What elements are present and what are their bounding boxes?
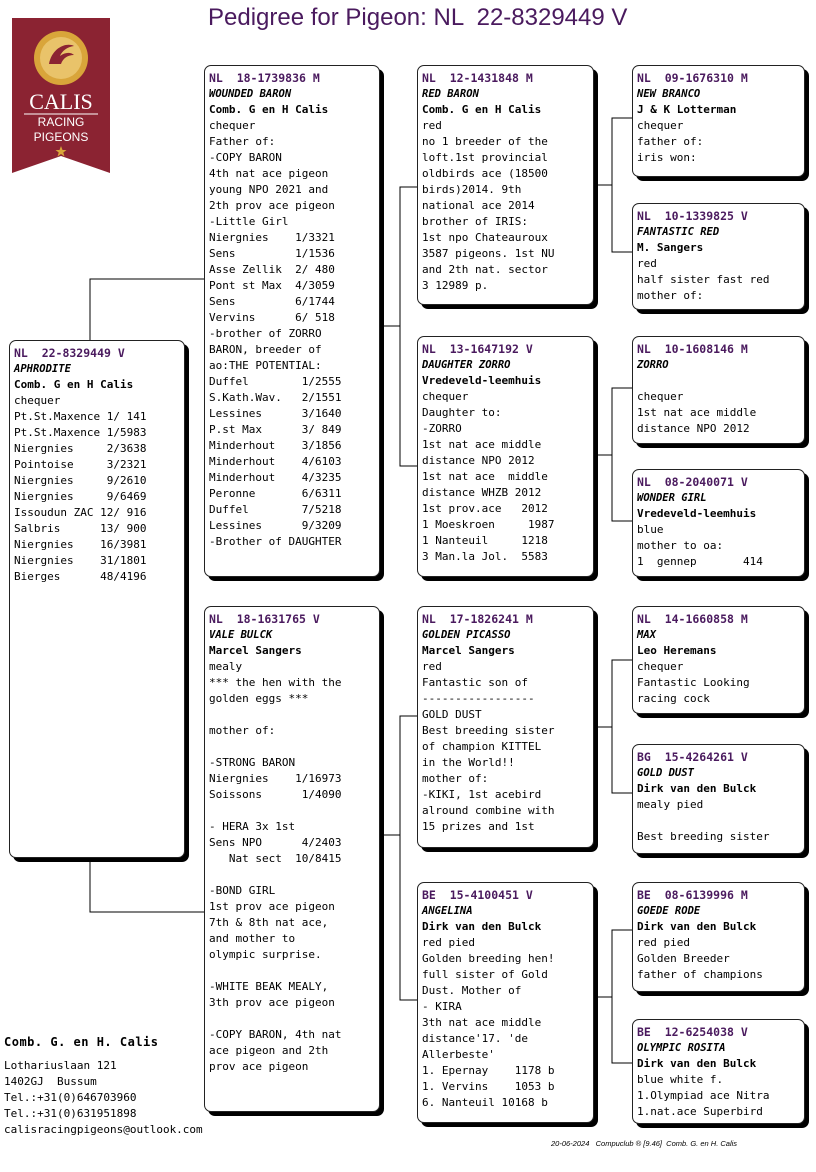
pigeon-details <box>637 522 804 570</box>
owner-name: Comb. G. en H. Calis <box>4 1035 159 1049</box>
detail-line: blue white f. <box>637 1073 724 1086</box>
detail-line: young NPO 2021 and <box>209 183 329 196</box>
detail-line: Best breeding sister <box>637 830 770 843</box>
detail-line: Niergnies 1/3321 <box>209 231 335 244</box>
owner-contact-line: Tel.:+31(0)631951898 <box>4 1107 137 1120</box>
detail-line: 1 Moeskroen 1987 <box>422 518 555 531</box>
detail-line: Allerbeste' <box>422 1048 495 1061</box>
detail-line: ao:THE POTENTIAL: <box>209 359 322 372</box>
owner-address-block <box>4 1034 203 1138</box>
pigeon-name: GOLDEN PICASSO <box>422 629 511 641</box>
detail-line: Salbris 13/ 900 <box>14 522 147 535</box>
breeder-name: Dirk van den Bulck <box>637 782 757 795</box>
detail-line: -BOND GIRL <box>209 884 276 897</box>
detail-line: Pont st Max 4/3059 <box>209 279 335 292</box>
pigeon-name: GOLD DUST <box>637 767 694 779</box>
detail-line: and mother to <box>209 932 296 945</box>
detail-line: mother to oa: <box>637 539 724 552</box>
detail-line: alround combine with <box>422 804 555 817</box>
pigeon-details <box>637 659 804 707</box>
detail-line: 4th nat ace pigeon <box>209 167 329 180</box>
detail-line: -COPY BARON, 4th nat <box>209 1028 342 1041</box>
detail-line: 1st prov ace pigeon <box>209 900 335 913</box>
breeder-name: Marcel Sangers <box>209 644 302 657</box>
detail-line: full sister of Gold <box>422 968 548 981</box>
detail-line: Issoudun ZAC 12/ 916 <box>14 506 147 519</box>
detail-line: mother of: <box>209 724 276 737</box>
breeder-name: Vredeveld-leemhuis <box>422 374 542 387</box>
detail-line: distance WHZB 2012 <box>422 486 542 499</box>
detail-line: ----------------- <box>422 692 535 705</box>
breeder-name: Dirk van den Bulck <box>637 1057 757 1070</box>
detail-line: red <box>422 660 442 673</box>
detail-line: -STRONG BARON <box>209 756 296 769</box>
pigeon-card-dam[interactable] <box>204 606 380 1112</box>
detail-line: -WHITE BEAK MEALY, <box>209 980 329 993</box>
detail-line: half sister fast red <box>637 273 770 286</box>
breeder-name: M. Sangers <box>637 241 704 254</box>
detail-line: chequer <box>422 390 469 403</box>
detail-line: father of: <box>637 135 704 148</box>
detail-line: olympic surprise. <box>209 948 322 961</box>
detail-line: no 1 breeder of the <box>422 135 548 148</box>
logo-pigeons-text: PIGEONS <box>33 130 89 144</box>
detail-line: 3th prov ace pigeon <box>209 996 335 1009</box>
detail-line: Pt.St.Maxence 1/ 141 <box>14 410 147 423</box>
ring-number: NL 09-1676310 M <box>637 71 748 85</box>
detail-line: golden eggs *** <box>209 692 309 705</box>
detail-line: Sens 1/1536 <box>209 247 335 260</box>
breeder-name: J & K Lotterman <box>637 103 737 116</box>
detail-line: Minderhout 4/3235 <box>209 471 342 484</box>
pigeon-card-ssd[interactable] <box>632 203 805 310</box>
breeder-name: Marcel Sangers <box>422 644 515 657</box>
ring-number: NL 14-1660858 M <box>637 612 748 626</box>
logo-brand-text: CALIS <box>29 89 93 114</box>
ring-number: NL 10-1608146 M <box>637 342 748 356</box>
ring-number: NL 17-1826241 M <box>422 612 533 626</box>
detail-line: 1st nat ace middle <box>637 406 757 419</box>
detail-line: 3 Man.la Jol. 5583 <box>422 550 548 563</box>
detail-line: 1st nat ace middle <box>422 470 548 483</box>
detail-line: Duffel 1/2555 <box>209 375 342 388</box>
detail-line: chequer <box>637 660 684 673</box>
detail-line: distance NPO 2012 <box>422 454 535 467</box>
pigeon-card-dsd[interactable] <box>632 744 805 854</box>
detail-line: Minderhout 3/1856 <box>209 439 342 452</box>
detail-line: red pied <box>637 936 690 949</box>
detail-line: loft.1st provincial <box>422 151 548 164</box>
detail-line: in the World!! <box>422 756 515 769</box>
detail-line: -KIKI, 1st acebird <box>422 788 542 801</box>
detail-line: 15 prizes and 1st <box>422 820 535 833</box>
detail-line: Asse Zellik 2/ 480 <box>209 263 335 276</box>
pigeon-card-subject[interactable] <box>9 340 185 858</box>
pigeon-card-sss[interactable] <box>632 65 805 177</box>
pigeon-details <box>209 659 379 1075</box>
detail-line: Sens NPO 4/2403 <box>209 836 342 849</box>
detail-line: Pt.St.Maxence 1/5983 <box>14 426 147 439</box>
logo-racing-text: RACING <box>37 115 85 129</box>
pigeon-card-sds[interactable] <box>632 336 805 444</box>
detail-line: 1.Olympiad ace Nitra <box>637 1089 770 1102</box>
ring-number: NL 08-2040071 V <box>637 475 748 489</box>
ring-number: BE 08-6139996 M <box>637 888 748 902</box>
detail-line: oldbirds ace (18500 <box>422 167 548 180</box>
detail-line: GOLD DUST <box>422 708 482 721</box>
detail-line: - HERA 3x 1st <box>209 820 296 833</box>
detail-line <box>209 803 379 819</box>
detail-line: mealy pied <box>637 798 704 811</box>
detail-line: blue <box>637 523 664 536</box>
detail-line: ace pigeon and 2th <box>209 1044 329 1057</box>
breeder-name: Dirk van den Bulck <box>637 920 757 933</box>
detail-line: 1. Epernay 1178 b <box>422 1064 555 1077</box>
pigeon-card-dds[interactable] <box>632 882 805 992</box>
detail-line: -brother of ZORRO <box>209 327 322 340</box>
detail-line: -Little Girl <box>209 215 289 228</box>
ring-number: NL 22-8329449 V <box>14 346 125 360</box>
owner-spacer <box>4 1050 203 1058</box>
detail-line: Fantastic Looking <box>637 676 750 689</box>
pigeon-card-dss[interactable] <box>632 606 805 714</box>
owner-email[interactable]: calisracingpigeons@outlook.com <box>4 1123 203 1136</box>
pigeon-details <box>637 935 804 983</box>
detail-line: iris won: <box>637 151 697 164</box>
owner-contact-lines <box>4 1058 203 1138</box>
breeder-name: Dirk van den Bulck <box>422 920 542 933</box>
detail-line: 1 Nanteuil 1218 <box>422 534 548 547</box>
detail-line: prov ace pigeon <box>209 1060 309 1073</box>
detail-line: Duffel 7/5218 <box>209 503 342 516</box>
detail-line: -ZORRO <box>422 422 462 435</box>
detail-line: red <box>422 119 442 132</box>
pigeon-name: NEW BRANCO <box>637 88 701 100</box>
pigeon-name: APHRODITE <box>14 363 71 375</box>
detail-line: Niergnies 31/1801 <box>14 554 147 567</box>
detail-line <box>209 707 379 723</box>
ring-number: NL 18-1739836 M <box>209 71 320 85</box>
pigeon-name: DAUGHTER ZORRO <box>422 359 511 371</box>
pigeon-details <box>422 935 593 1111</box>
breeder-name: Comb. G en H Calis <box>209 103 329 116</box>
pigeon-details <box>637 118 804 166</box>
detail-line: brother of IRIS: <box>422 215 528 228</box>
detail-line: -COPY BARON <box>209 151 282 164</box>
breeder-name: Leo Heremans <box>637 644 717 657</box>
detail-line: 2th prov ace pigeon <box>209 199 335 212</box>
detail-line: 1st nat ace middle <box>422 438 542 451</box>
detail-line: national ace 2014 <box>422 199 535 212</box>
pigeon-details <box>422 118 593 294</box>
detail-line: 6. Nanteuil 10168 b <box>422 1096 548 1109</box>
detail-line: Niergnies 1/16973 <box>209 772 342 785</box>
detail-line: mother of: <box>422 772 489 785</box>
detail-line <box>209 963 379 979</box>
detail-line: 1st prov.ace 2012 <box>422 502 548 515</box>
pigeon-name: ZORRO <box>637 359 669 371</box>
pigeon-name: FANTASTIC RED <box>637 226 720 238</box>
detail-line: racing cock <box>637 692 710 705</box>
pigeon-name: WOUNDED BARON <box>209 88 292 100</box>
detail-line: and 2th nat. sector <box>422 263 548 276</box>
detail-line: Best breeding sister <box>422 724 555 737</box>
pigeon-details <box>637 256 804 304</box>
detail-line: chequer <box>14 394 61 407</box>
detail-line: Golden breeding hen! <box>422 952 555 965</box>
owner-contact-line: Lothariuslaan 121 <box>4 1059 117 1072</box>
detail-line <box>209 1011 379 1027</box>
pigeon-card-dam-dam[interactable] <box>417 882 594 1123</box>
detail-line: Daughter to: <box>422 406 502 419</box>
detail-line: distance NPO 2012 <box>637 422 750 435</box>
detail-line: 3 12989 p. <box>422 279 489 292</box>
detail-line: mealy <box>209 660 243 673</box>
detail-line: Golden Breeder <box>637 952 730 965</box>
pigeon-name: GOEDE RODE <box>637 905 701 917</box>
detail-line: birds)2014. 9th <box>422 183 522 196</box>
pigeon-details <box>209 118 379 550</box>
pigeon-name: WONDER GIRL <box>637 492 707 504</box>
breeder-name <box>637 373 804 389</box>
detail-line: - KIRA <box>422 1000 462 1013</box>
pigeon-details <box>637 1072 804 1120</box>
owner-contact-line: Tel.:+31(0)646703960 <box>4 1091 137 1104</box>
ring-number: BE 12-6254038 V <box>637 1025 748 1039</box>
ring-number: NL 12-1431848 M <box>422 71 533 85</box>
pigeon-details <box>422 659 593 835</box>
pigeon-card-sire-sire[interactable] <box>417 65 594 305</box>
pigeon-card-sire[interactable] <box>204 65 380 577</box>
pigeon-name: ANGELINA <box>422 905 473 917</box>
detail-line: Niergnies 16/3981 <box>14 538 147 551</box>
detail-line: BARON, breeder of <box>209 343 322 356</box>
detail-line: Lessines 3/1640 <box>209 407 342 420</box>
detail-line <box>637 813 804 829</box>
pigeon-name: VALE BULCK <box>209 629 273 641</box>
ring-number: NL 10-1339825 V <box>637 209 748 223</box>
detail-line: Sens 6/1744 <box>209 295 335 308</box>
pigeon-details <box>637 389 804 437</box>
detail-line: chequer <box>637 390 684 403</box>
detail-line: Peronne 6/6311 <box>209 487 342 500</box>
pigeon-name: RED BARON <box>422 88 479 100</box>
breeder-name: Vredeveld-leemhuis <box>637 507 757 520</box>
calis-logo <box>12 18 110 173</box>
detail-line: distance'17. 'de <box>422 1032 528 1045</box>
ring-number: NL 13-1647192 V <box>422 342 533 356</box>
detail-line: Soissons 1/4090 <box>209 788 342 801</box>
detail-line: Bierges 48/4196 <box>14 570 147 583</box>
detail-line: 7th & 8th nat ace, <box>209 916 329 929</box>
detail-line <box>209 739 379 755</box>
detail-line: red pied <box>422 936 475 949</box>
detail-line: Dust. Mother of <box>422 984 522 997</box>
detail-line: Pointoise 3/2321 <box>14 458 147 471</box>
detail-line: 3587 pigeons. 1st NU <box>422 247 555 260</box>
detail-line: Niergnies 9/2610 <box>14 474 147 487</box>
detail-line: 3th nat ace middle <box>422 1016 542 1029</box>
pigeon-name: MAX <box>637 629 656 641</box>
pigeon-card-ddd[interactable] <box>632 1019 805 1124</box>
detail-line: Vervins 6/ 518 <box>209 311 335 324</box>
ring-number: BE 15-4100451 V <box>422 888 533 902</box>
pigeon-details <box>422 389 593 565</box>
detail-line: 1st npo Chateauroux <box>422 231 548 244</box>
detail-line: Nat sect 10/8415 <box>209 852 342 865</box>
detail-line: S.Kath.Wav. 2/1551 <box>209 391 342 404</box>
pigeon-card-sire-dam[interactable] <box>417 336 594 577</box>
detail-line: -Brother of DAUGHTER <box>209 535 342 548</box>
detail-line: 1. Vervins 1053 b <box>422 1080 555 1093</box>
detail-line: father of champions <box>637 968 763 981</box>
detail-line: Minderhout 4/6103 <box>209 455 342 468</box>
detail-line: Niergnies 2/3638 <box>14 442 147 455</box>
page-title: Pedigree for Pigeon: NL 22-8329449 V <box>208 4 628 31</box>
detail-line: P.st Max 3/ 849 <box>209 423 342 436</box>
detail-line: Fantastic son of <box>422 676 528 689</box>
detail-line: 1 gennep 414 <box>637 555 763 568</box>
detail-line: Lessines 9/3209 <box>209 519 342 532</box>
print-footer: 20-06-2024 Compuclub ® [9.46] Comb. G. en H. Calis <box>551 1139 738 1148</box>
pigeon-card-dam-sire[interactable] <box>417 606 594 848</box>
detail-line: of champion KITTEL <box>422 740 542 753</box>
owner-contact-line: 1402GJ Bussum <box>4 1075 97 1088</box>
detail-line: *** the hen with the <box>209 676 342 689</box>
pigeon-details <box>637 797 804 845</box>
pigeon-card-sdd[interactable] <box>632 469 805 577</box>
detail-line: chequer <box>209 119 256 132</box>
detail-line <box>209 867 379 883</box>
pigeon-name: OLYMPIC ROSITA <box>637 1042 726 1054</box>
detail-line: 1.nat.ace Superbird <box>637 1105 763 1118</box>
detail-line: chequer <box>637 119 684 132</box>
ring-number: NL 18-1631765 V <box>209 612 320 626</box>
detail-line: Father of: <box>209 135 276 148</box>
detail-line: mother of: <box>637 289 704 302</box>
detail-line: red <box>637 257 657 270</box>
pigeon-details <box>14 393 184 585</box>
detail-line: Niergnies 9/6469 <box>14 490 147 503</box>
ring-number: BG 15-4264261 V <box>637 750 748 764</box>
breeder-name: Comb. G en H Calis <box>422 103 542 116</box>
breeder-name: Comb. G en H Calis <box>14 378 134 391</box>
